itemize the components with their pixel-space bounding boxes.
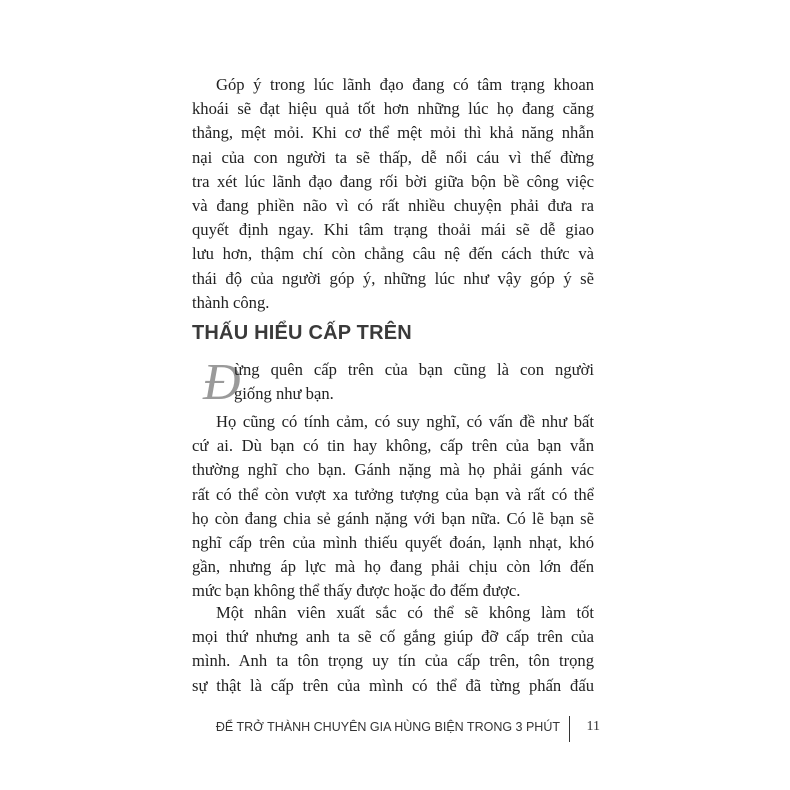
text-line: Một nhân viên xuất sắc có thể sẽ không làm tốt	[216, 603, 594, 622]
text-line: Góp ý trong lúc lãnh đạo đang có tâm trạng khoan	[216, 75, 594, 94]
text-line: nại của con người ta sẽ thấp, dễ nổi cáu vì thế đừng	[192, 147, 594, 167]
page-footer	[215, 716, 600, 742]
text-line: khoái sẽ đạt hiệu quả tốt hơn những lúc họ đang căng	[192, 99, 594, 119]
text-line: Họ cũng có tính cảm, có suy nghĩ, có vấn đề như bất	[216, 412, 594, 431]
paragraph-3	[192, 410, 594, 604]
footer-divider	[569, 716, 571, 742]
text-line: thẳng, mệt mỏi. Khi cơ thể mệt mỏi thì khả năng nhẫn	[192, 123, 594, 143]
text-line: nghĩ cấp trên của mình thiếu quyết đoán, lạnh nhạt, khó	[192, 533, 594, 553]
text-line: ừng quên cấp trên của bạn cũng là con người	[234, 360, 594, 379]
text-line: gần, nhưng áp lực mà họ đang phải chịu còn lớn đến	[192, 557, 594, 577]
text-line: quyết định ngay. Khi tâm trạng thoải mái sẽ dễ giao	[192, 220, 594, 240]
paragraph-1	[192, 73, 594, 315]
text-line: giống như bạn.	[234, 384, 334, 403]
drop-cap: Đ	[203, 354, 241, 411]
text-line: thường nghĩ cho bạn. Gánh nặng mà họ phải gánh vác	[192, 460, 594, 480]
running-title: ĐỂ TRỞ THÀNH CHUYÊN GIA HÙNG BIỆN TRONG 3 PHÚT	[215, 720, 560, 734]
text-line: mọi thứ nhưng anh ta sẽ cố gắng giúp đỡ cấp trên của	[192, 627, 594, 647]
text-line: cứ ai. Dù bạn có tin hay không, cấp trên của bạn vẫn	[192, 436, 594, 456]
text-line: tra xét lúc lãnh đạo đang rối bời giữa bộn bề công việc	[192, 171, 594, 191]
page-number: 11	[586, 719, 600, 734]
text-line: thành công.	[192, 292, 270, 312]
text-line: rất có thể còn vượt xa tưởng tượng của bạn và rất có thể	[192, 484, 594, 504]
text-line: sự thật là cấp trên của mình có thể đã từng phấn đấu	[192, 675, 594, 695]
text-line: thái độ của người góp ý, những lúc như vậy góp ý sẽ	[192, 268, 594, 288]
text-line: họ còn đang chia sẻ gánh nặng với bạn nữa. Có lẽ bạn sẽ	[192, 508, 594, 528]
text-line: mức bạn không thể thấy được hoặc đo đếm được.	[192, 581, 521, 601]
text-line: và đang phiền não vì có rất nhiều chuyện phải đưa ra	[192, 196, 594, 216]
section-heading: THẤU HIỂU CẤP TRÊN	[192, 322, 412, 344]
text-line: lưu hơn, thậm chí còn chẳng câu nệ đến cách thức và	[192, 244, 594, 264]
text-line: mình. Anh ta tôn trọng uy tín của cấp trên, tôn trọng	[192, 651, 594, 671]
paragraph-4	[192, 601, 594, 698]
